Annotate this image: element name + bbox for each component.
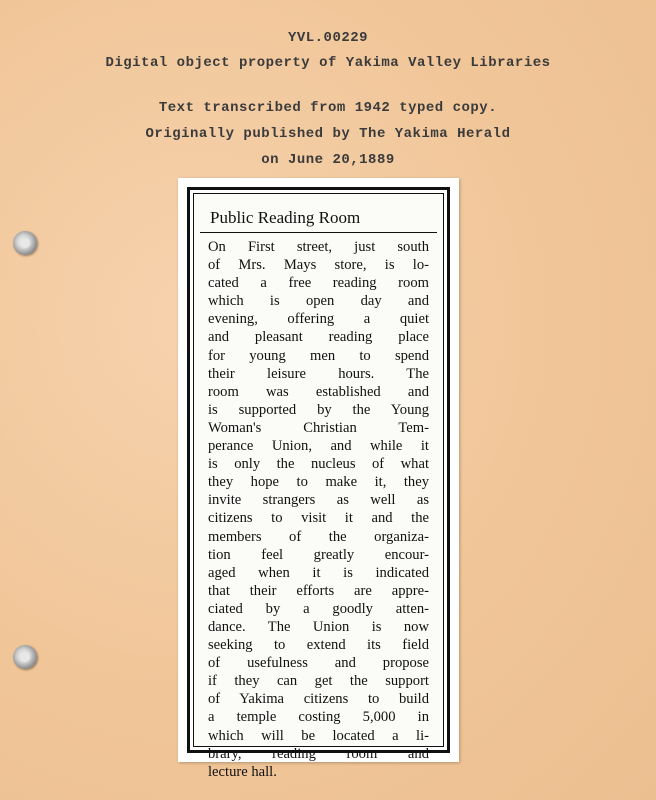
clipping-line: Woman's Christian Tem- — [208, 419, 429, 436]
binder-hole-icon — [13, 645, 37, 669]
clipping-line: if they can get the support — [208, 673, 429, 690]
clipping-line: perance Union, and while it — [208, 438, 429, 455]
clipping-line: cated a free reading room — [208, 275, 429, 292]
clipping-line: citizens to visit it and the — [208, 510, 429, 527]
clipping-line: for young men to spend — [208, 347, 429, 364]
clipping-line: ciated by a goodly atten- — [208, 600, 429, 617]
clipping-line: of usefulness and propose — [208, 655, 429, 672]
clipping-line: their leisure hours. The — [208, 365, 429, 382]
clipping-line: is only the nucleus of what — [208, 456, 429, 473]
publication-date: on June 20,1889 — [261, 152, 395, 168]
clipping-line: dance. The Union is now — [208, 618, 429, 635]
clipping-line: brary, reading room and — [208, 745, 429, 762]
clipping-line: and pleasant reading place — [208, 329, 429, 346]
clipping-line: they hope to make it, they — [208, 474, 429, 491]
clipping-line: On First street, just south — [208, 239, 429, 255]
newspaper-clipping — [178, 178, 459, 780]
clipping-line: of Mrs. Mays store, is lo- — [208, 257, 429, 274]
clipping-line: that their efforts are appre- — [208, 582, 429, 599]
clipping-line: which is open day and — [208, 293, 429, 310]
clipping-line: a temple costing 5,000 in — [208, 709, 429, 726]
property-notice: Digital object property of Yakima Valley Libraries — [105, 55, 551, 71]
clipping-line: seeking to extend its field — [208, 637, 429, 654]
clipping-body — [193, 193, 444, 780]
clipping-line: aged when it is indicated — [208, 564, 429, 581]
clipping-frame — [187, 187, 450, 780]
publication-note: Originally published by The Yakima Herald — [145, 126, 511, 142]
clipping-line: which will be located a li- — [208, 727, 429, 744]
transcription-note: Text transcribed from 1942 typed copy. — [158, 100, 498, 116]
clipping-line: members of the organiza- — [208, 528, 429, 545]
clipping-text — [208, 238, 429, 781]
object-id: YVL.00229 — [287, 30, 369, 46]
clipping-line: evening, offering a quiet — [208, 311, 429, 328]
clipping-line: lecture hall. — [208, 763, 277, 780]
binder-hole-icon — [13, 231, 37, 255]
clipping-line: room was established and — [208, 383, 429, 400]
clipping-line: of Yakima citizens to build — [208, 691, 429, 708]
title-rule — [200, 232, 437, 233]
clipping-title: Public Reading Room — [210, 208, 361, 227]
clipping-line: invite strangers as well as — [208, 492, 429, 509]
clipping-line: is supported by the Young — [208, 401, 429, 418]
clipping-line: tion feel greatly encour- — [208, 546, 429, 563]
